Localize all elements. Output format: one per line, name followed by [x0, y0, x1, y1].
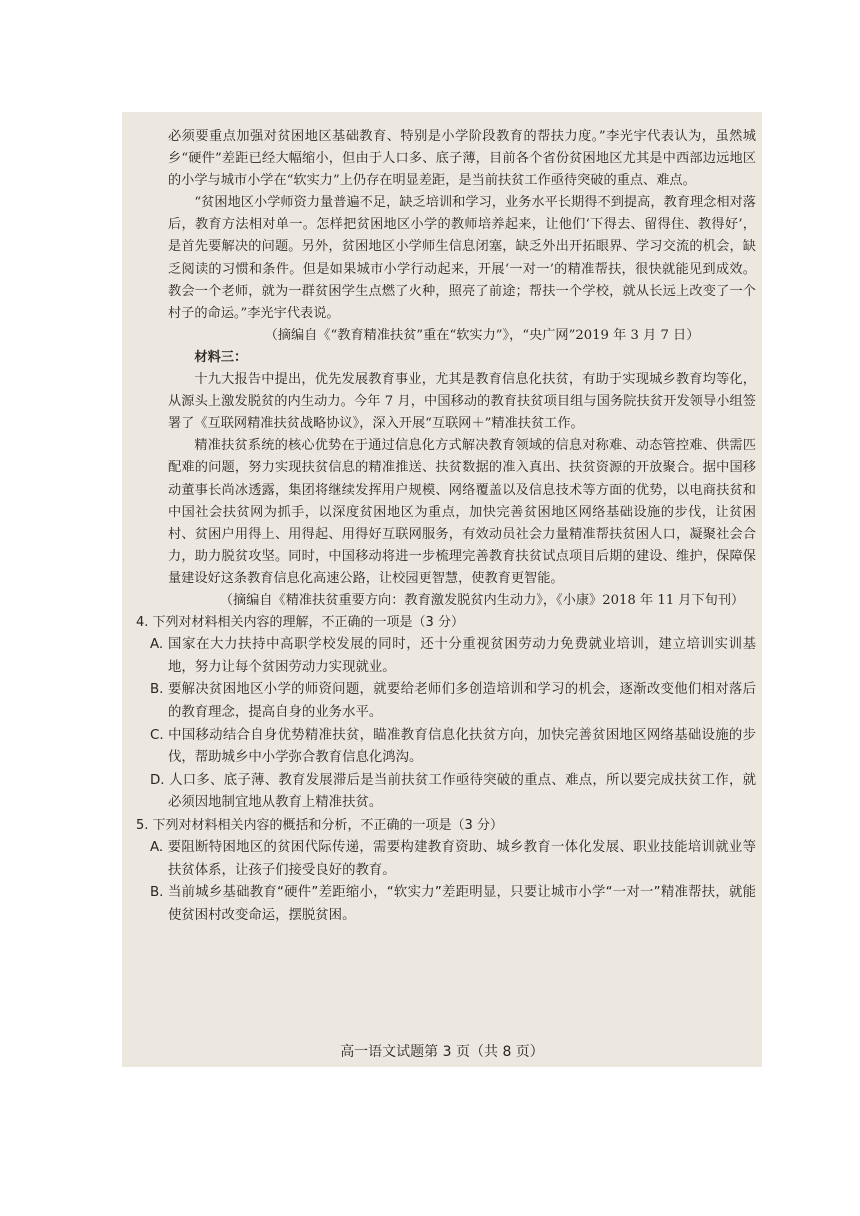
page-content — [136, 126, 756, 927]
source-citation: （摘编自《“教育精准扶贫”重在“软实力”》，“央广网”2019 年 3 月 7 日） — [264, 327, 700, 343]
paragraph: 十九大报告中提出，优先发展教育事业，尤其是教育信息化扶贫，有助于实现城乡教育均等化，从源头上激发脱贫的内生动力。今年 7 月，中国移动的教育扶贫项目组与国务院扶贫开发领导小组签署了《互联网精准扶贫战略协议》，深入开展“互联网＋”精准扶贫工作。 — [168, 372, 756, 432]
question-stem: 5. 下列对材料相关内容的概括和分析，不正确的一项是（3 分） — [136, 817, 503, 833]
option-a: A. 国家在大力扶持中高职学校发展的同时，还十分重视贫困劳动力免费就业培训，建立培训实训基地，努力让每个贫困劳动力实现就业。 — [150, 637, 756, 675]
option-c: C. 中国移动结合自身优势精准扶贫，瞄准教育信息化扶贫方向，加快完善贫困地区网络基础设施的步伐，帮助城乡中小学弥合教育信息化鸿沟。 — [150, 727, 756, 766]
question-stem: 4. 下列对材料相关内容的理解，不正确的一项是（3 分） — [136, 615, 464, 631]
question-5 — [136, 815, 756, 927]
question-4 — [136, 612, 756, 815]
paragraph: “贫困地区小学师资力量普遍不足，缺乏培训和学习，业务水平长期得不到提高，教育理念相对落后，教育方法相对单一。怎样把贫困地区小学的教师培养起来，让他们‘下得去、留得住、教得好’，是首先要解决的问题。另外，贫困地区小学师生信息闭塞，缺乏外出开拓眼界、学习交流的机会，缺乏阅读的习惯和条件。但是如果城市小学行动起来，开展‘一对一’的精准帮扶，很快就能见到成效。教会一个老师，就为一群贫困学生点燃了火种，照亮了前途；帮扶一个学校，就从长远上改变了一个村子的命运。”李光宇代表说。 — [168, 195, 756, 321]
page-footer: 高一语文试题第 3 页（共 8 页） — [340, 1044, 544, 1060]
source-citation: （摘编自《精准扶贫重要方向：教育激发脱贫内生动力》，《小康》2018 年 11 月下旬刊） — [219, 592, 745, 608]
option-d: D. 人口多、底子薄、教育发展滞后是当前扶贫工作亟待突破的重点、难点，所以要完成扶贫工作，就必须因地制宜地从教育上精准扶贫。 — [150, 772, 756, 811]
option-b: B. 要解决贫困地区小学的师资问题，就要给老师们多创造培训和学习的机会，逐渐改变他们相对落后的教育理念，提高自身的业务水平。 — [150, 682, 756, 720]
material-heading: 材料三： — [194, 349, 248, 365]
paragraph: 必须要重点加强对贫困地区基础教育、特别是小学阶段教育的帮扶力度。”李光宇代表认为，虽然城乡“硬件”差距已经大幅缩小，但由于人口多、底子薄，目前各个省份贫困地区尤其是中西部边远地区的小学与城市小学在“软实力”上仍存在明显差距，是当前扶贫工作亟待突破的重点、难点。 — [168, 129, 756, 189]
option-b: B. 当前城乡基础教育“硬件”差距缩小，“软实力”差距明显，只要让城市小学“一对一”精准帮扶，就能使贫困村改变命运，摆脱贫困。 — [150, 885, 756, 923]
option-a: A. 要阻断特困地区的贫困代际传递，需要构建教育资助、城乡教育一体化发展、职业技能培训就业等扶贫体系，让孩子们接受良好的教育。 — [150, 840, 756, 878]
paragraph: 精准扶贫系统的核心优势在于通过信息化方式解决教育领域的信息对称难、动态管控难、供需匹配难的问题，努力实现扶贫信息的精准推送、扶贫数据的准入真出、扶贫资源的开放聚合。据中国移动董事长尚冰透露，集团将继续发挥用户规模、网络覆盖以及信息技术等方面的优势，以电商扶贫和中国社会扶贫网为抓手，以深度贫困地区为重点，加快完善贫困地区网络基础设施的步伐，让贫困村、贫困户用得上、用得起、用得好互联网服务，有效动员社会力量精准帮扶贫困人口，凝聚社会合力，助力脱贫攻坚。同时，中国移动将进一步梳理完善教育扶贫试点项目后期的建设、维护，保障保量建设好这条教育信息化高速公路，让校园更智慧，使教育更智能。 — [168, 438, 756, 586]
exam-page-scan — [122, 112, 762, 1067]
